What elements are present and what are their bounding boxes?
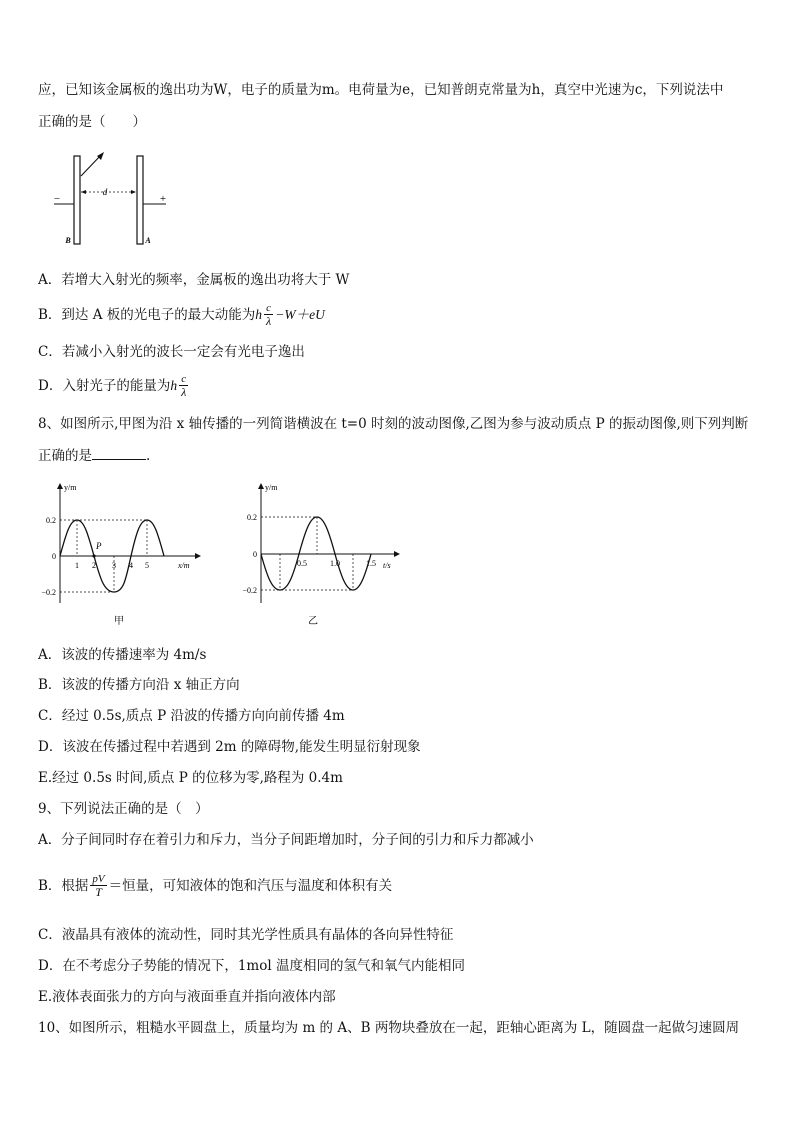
q9-option-b-num: pV: [92, 873, 105, 885]
q9-option-d: D．在不考虑分子势能的情况下，1mol 温度相同的氢气和氧气内能相同: [38, 958, 465, 974]
t-tick-1-5: 1.5: [366, 559, 376, 568]
q8-stem-line-1: 8、如图所示,甲图为沿 x 轴传播的一列简谐横波在 t=0 时刻的波动图像,乙图为参与波动质点 P 的振动图像,则下列判断: [38, 416, 749, 432]
origin-label: 0: [253, 550, 257, 559]
q8-option-c: C．经过 0.5s,质点 P 沿波的传播方向向前传播 4m: [38, 708, 345, 724]
q7-stem-line-1: 应，已知该金属板的逸出功为W，电子的质量为m。电荷量为e，已知普朗克常量为h，真空中光速为c，下列说法中: [38, 82, 724, 98]
q8-option-e: E.经过 0.5s 时间,质点 P 的位移为零,路程为 0.4m: [38, 770, 343, 786]
plate-b-label: B: [65, 236, 71, 245]
q7-option-d-fraction: [179, 374, 188, 399]
q9-option-e: E.液体表面张力的方向与液面垂直并指向液体内部: [38, 989, 336, 1005]
y-tick-bottom: −0.2: [242, 586, 257, 595]
q7-option-b: [38, 298, 325, 332]
q7-option-d-den: λ: [181, 385, 187, 399]
origin-label: 0: [52, 552, 56, 561]
q9-stem: 9、下列说法正确的是（ ）: [38, 801, 209, 817]
y-axis-label: y/m: [265, 483, 278, 492]
q9-option-b-suffix: ＝恒量，可知液体的饱和汽压与温度和体积有关: [108, 878, 393, 894]
point-p: [92, 554, 95, 557]
q7-option-b-num: c: [266, 302, 272, 314]
wave-graph-jia: [30, 478, 210, 628]
q8-option-b: B．该波的传播方向沿 x 轴正方向: [38, 677, 240, 693]
q7-option-d-num: c: [181, 373, 187, 385]
q8-stem-line-2: [38, 447, 150, 465]
q7-option-d-prefix: D．入射光子的能量为: [38, 378, 171, 394]
q7-option-b-den: λ: [266, 314, 272, 328]
q7-option-b-prefix: B．到达 A 板的光电子的最大动能为: [38, 307, 256, 323]
figure-label-yi: 乙: [308, 616, 318, 627]
x-axis-label: x/m: [178, 561, 190, 570]
t-tick-1-0: 1.0: [330, 559, 340, 568]
q7-option-b-fraction: [264, 303, 273, 328]
q7-capacitor-diagram: [44, 150, 174, 250]
q9-option-c: C．液晶具有液体的流动性，同时其光学性质具有晶体的各向异性特征: [38, 927, 454, 943]
q7-stem-line-2: 正确的是（ ）: [38, 114, 146, 130]
x-tick-4: 4: [129, 561, 133, 570]
y-tick-bottom: −0.2: [41, 588, 56, 597]
q10-stem-line-1: 10、如图所示，粗糙水平圆盘上，质量均为 m 的 A、B 两物块叠放在一起，距轴心距离为 L，随圆盘一起做匀速圆周: [38, 1020, 740, 1036]
y-tick-top: 0.2: [247, 513, 257, 522]
x-tick-1: 1: [75, 561, 79, 570]
q9-option-b-prefix: B．根据: [38, 878, 89, 894]
vibration-graph-yi: [225, 478, 405, 628]
q7-option-d-h: h: [170, 378, 178, 393]
plate-a: [137, 156, 143, 244]
plate-b: [74, 156, 80, 244]
y-tick-top: 0.2: [46, 516, 56, 525]
figure-label-jia: 甲: [114, 616, 124, 627]
minus-sign: −: [53, 193, 61, 205]
q7-option-b-suffix: −W＋eU: [275, 307, 325, 322]
q9-option-a: A．分子间同时存在着引力和斥力，当分子间距增加时，分子间的引力和斥力都减小: [38, 832, 534, 848]
q7-option-c: C．若减小入射光的波长一定会有光电子逸出: [38, 344, 305, 360]
t-axis-label: t/s: [383, 561, 391, 570]
q9-option-b-den: T: [90, 885, 106, 899]
x-tick-5: 5: [145, 561, 149, 570]
q8-stem-suffix: .: [146, 448, 151, 464]
q7-option-b-h: h: [255, 307, 263, 322]
point-p-label: P: [96, 541, 102, 551]
q8-option-a: A．该波的传播速率为 4m/s: [38, 647, 207, 663]
plate-a-label: A: [145, 236, 151, 245]
y-axis-label: y/m: [64, 483, 77, 492]
t-tick-0-5: 0.5: [297, 559, 307, 568]
q9-option-b: [38, 868, 392, 904]
q7-option-a: A．若增大入射光的频率，金属板的逸出功将大于 W: [38, 272, 350, 288]
q7-option-d: [38, 369, 190, 403]
q8-option-d: D．该波在传播过程中若遇到 2m 的障碍物,能发生明显衍射现象: [38, 739, 421, 755]
x-tick-2: 2: [92, 561, 96, 570]
q8-stem-prefix: 正确的是: [38, 448, 92, 464]
answer-blank: [92, 447, 146, 460]
gap-label: d: [102, 187, 108, 197]
x-tick-3: 3: [112, 561, 116, 570]
q9-option-b-fraction: [90, 874, 106, 899]
plus-sign: +: [159, 193, 167, 205]
